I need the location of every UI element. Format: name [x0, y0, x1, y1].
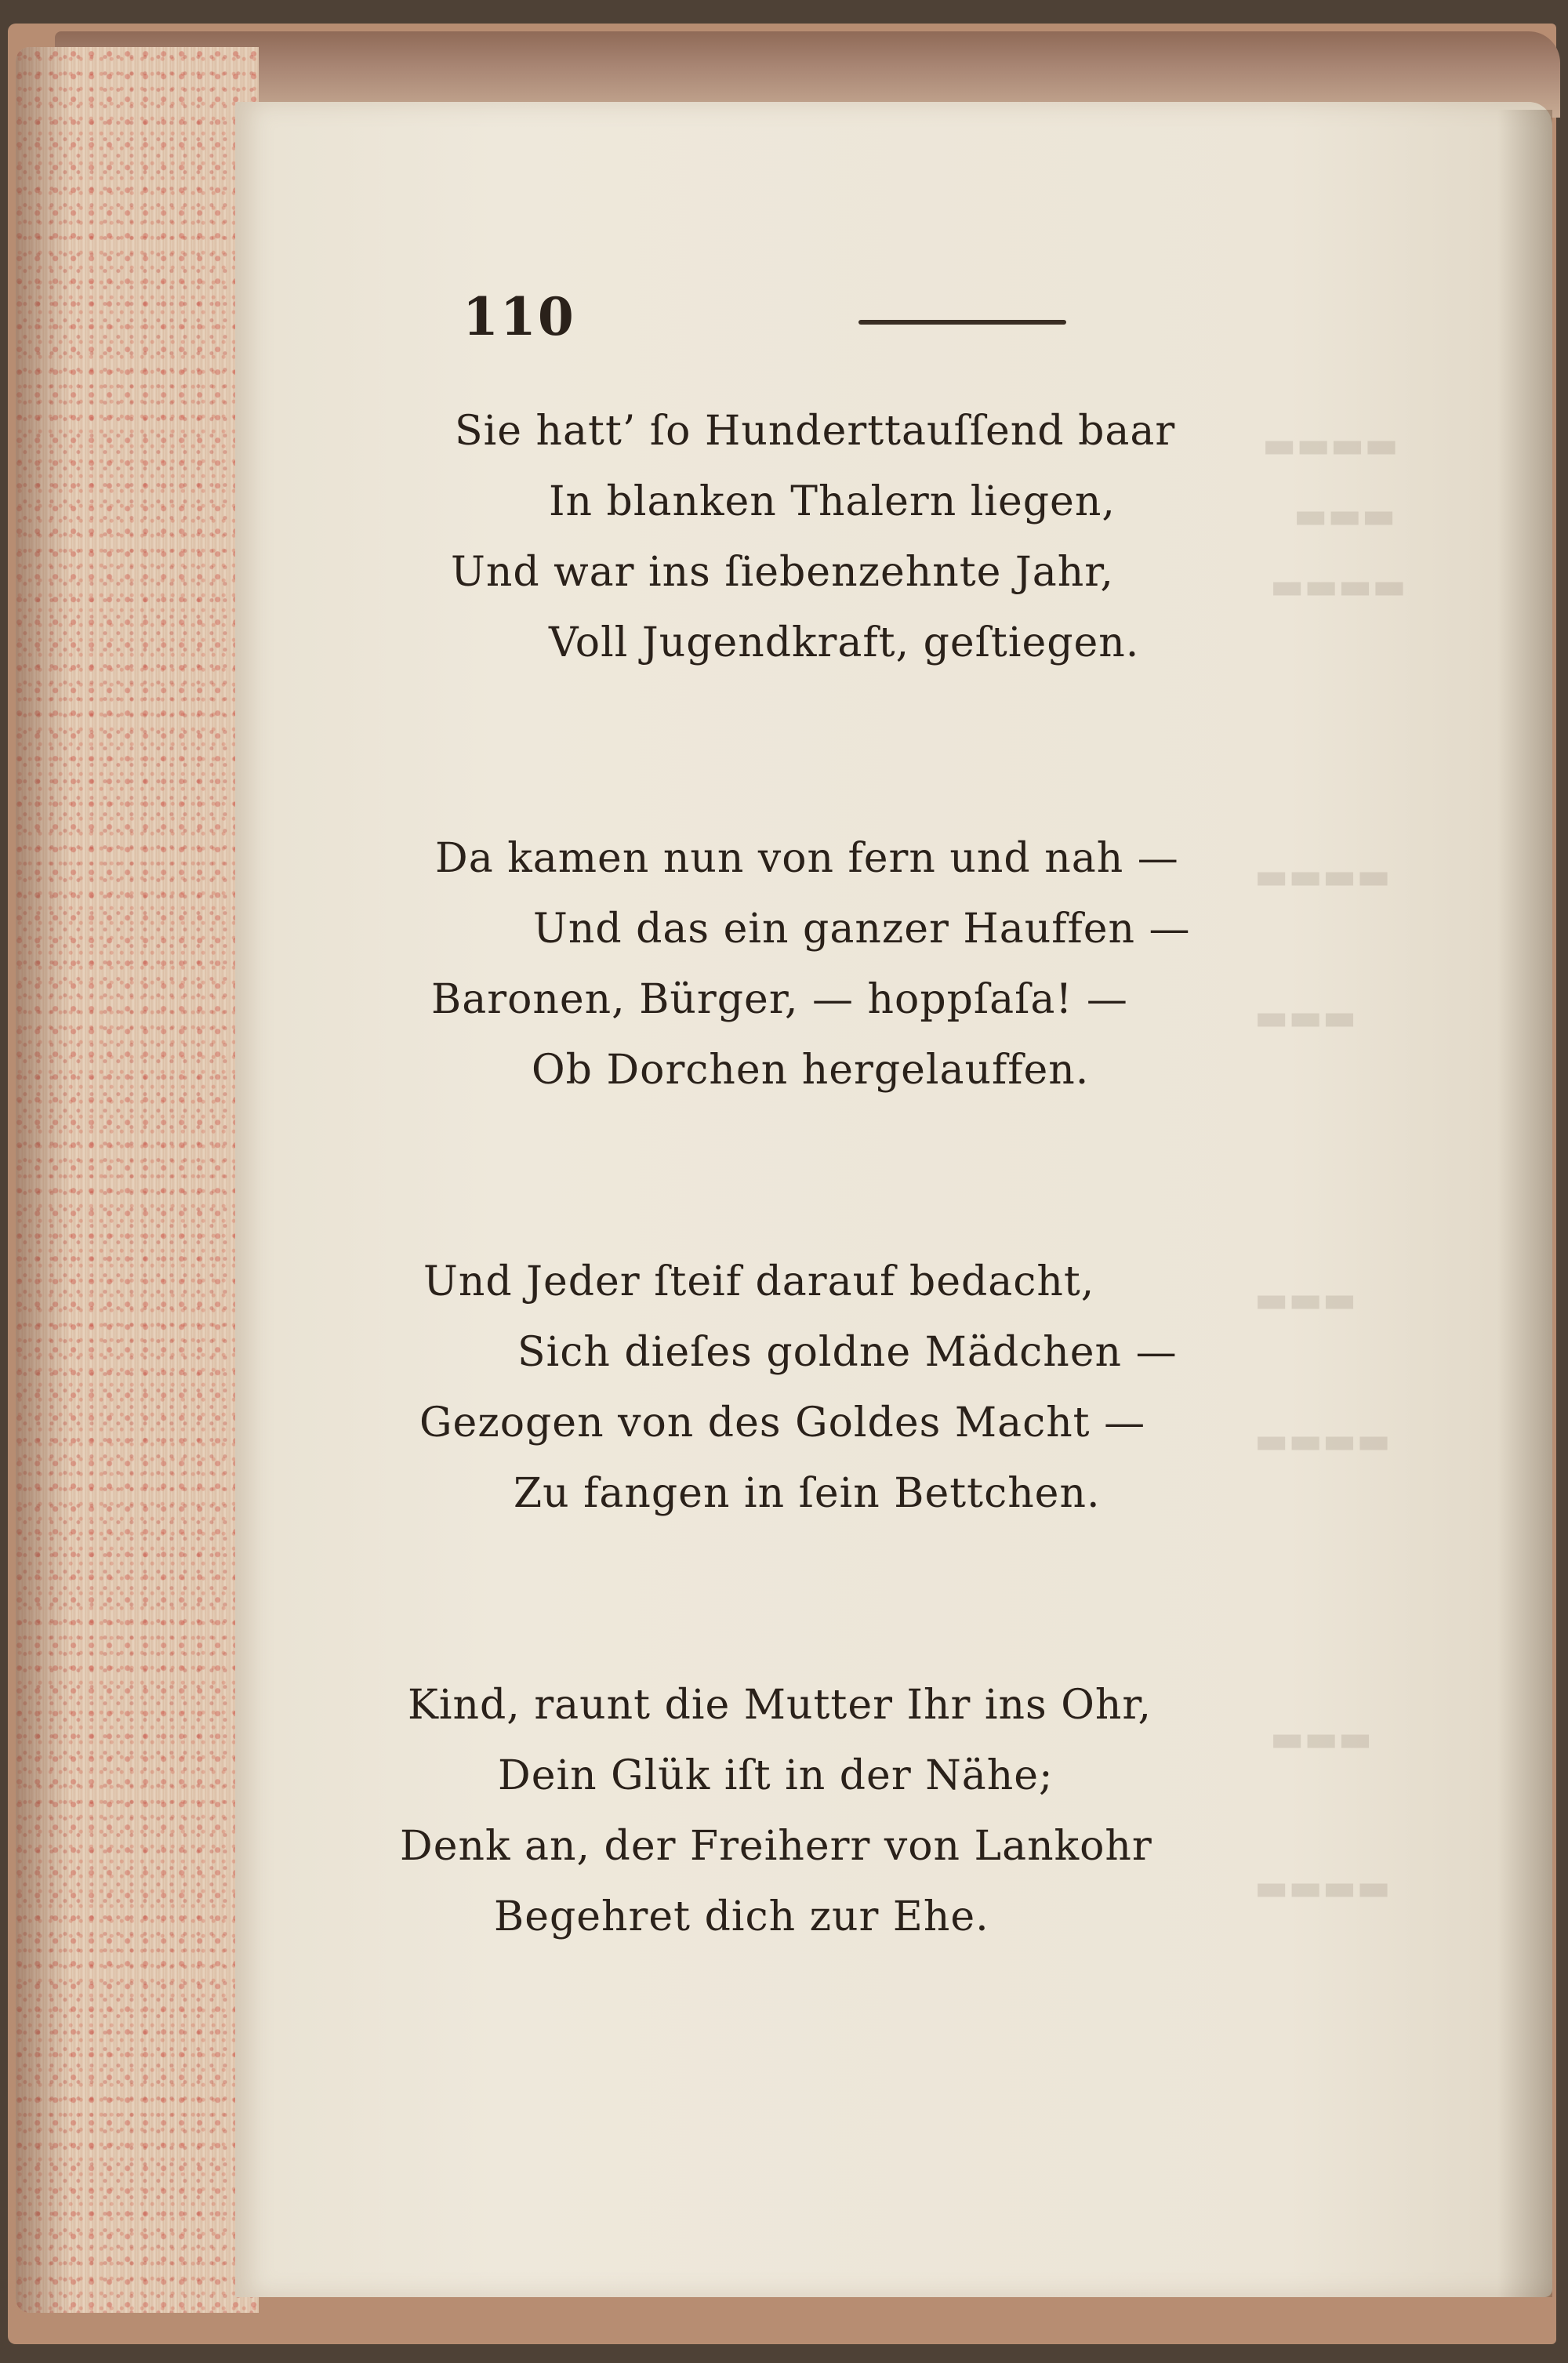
verse-line: Sich dieſes goldne Mädchen —	[517, 1329, 1178, 1376]
show-through-mark: ▬▬▬	[1254, 996, 1357, 1038]
verse-line: In blanken Thalern liegen,	[549, 478, 1116, 525]
show-through-mark: ▬▬▬▬	[1262, 423, 1399, 466]
verse-line: Baronen, Bürger, — hoppſaſa! —	[431, 976, 1128, 1023]
verse-line: Dein Glük iſt in der Nähe;	[498, 1752, 1054, 1799]
verse-line: Und das ein ganzer Hauffen —	[533, 906, 1191, 953]
verse-line: Ob Dorchen hergelauffen.	[532, 1047, 1090, 1094]
verse-line: Und war ins ſiebenzehnte Jahr,	[451, 549, 1114, 596]
verse-line: Zu fangen in ſein Bettchen.	[514, 1470, 1101, 1517]
verse-line: Und Jeder ſteif darauf bedacht,	[423, 1258, 1095, 1305]
verse-line: Voll Jugendkraft, geſtiegen.	[549, 619, 1140, 666]
show-through-mark: ▬▬▬	[1294, 494, 1396, 536]
verse-line: Sie hatt’ ſo Hunderttauſſend baar	[455, 408, 1176, 455]
show-through-mark: ▬▬▬▬	[1254, 1866, 1391, 1908]
verse-line: Gezogen von des Goldes Macht —	[419, 1399, 1146, 1446]
page-number: 110	[463, 286, 575, 347]
show-through-mark: ▬▬▬▬	[1270, 564, 1406, 607]
verse-line: Begehret dich zur Ehe.	[494, 1893, 989, 1940]
verse-line: Denk an, der Freiherr von Lankohr	[400, 1823, 1152, 1870]
show-through-mark: ▬▬▬	[1270, 1717, 1373, 1759]
show-through-mark: ▬▬▬▬	[1254, 1419, 1391, 1461]
gutter-shadow	[1497, 110, 1552, 2297]
show-through-mark: ▬▬▬	[1254, 1278, 1357, 1320]
header-rule	[858, 320, 1066, 325]
verse-line: Da kamen nun von fern und nah —	[435, 835, 1179, 882]
show-through-mark: ▬▬▬▬	[1254, 855, 1391, 897]
fore-edge-shadow	[16, 47, 71, 2313]
verse-line: Kind, raunt die Mutter Ihr ins Ohr,	[408, 1682, 1152, 1729]
